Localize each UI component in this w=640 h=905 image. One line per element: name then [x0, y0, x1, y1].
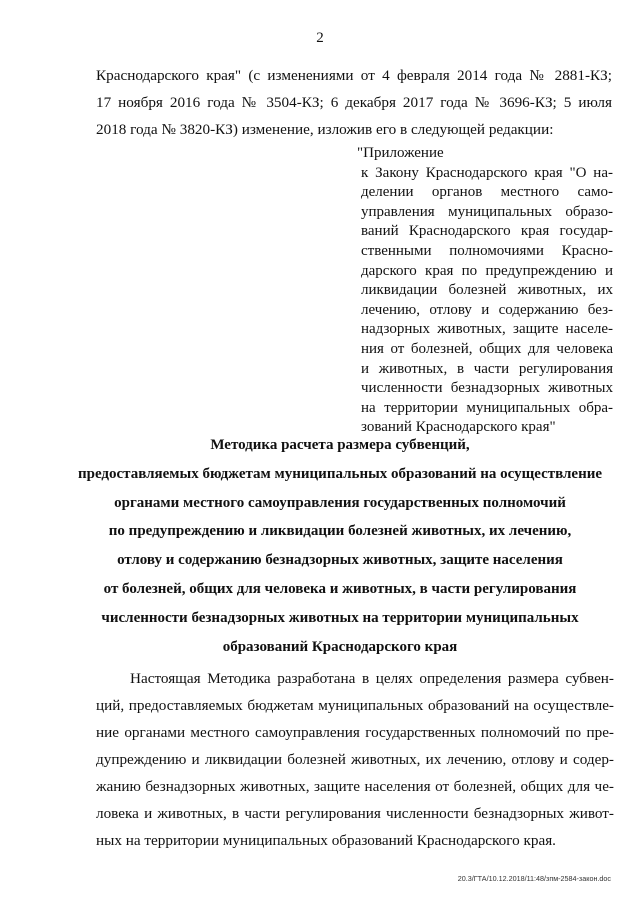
title-line: от болезней, общих для человека и животных, в части регулирования [103, 580, 577, 597]
intro-paragraph [96, 62, 612, 143]
annex-line: к Закону Краснодарского края "О на- [361, 164, 613, 181]
title-line: Методика расчета размера субвенций, [210, 437, 470, 453]
annex-line: дарского края по предупреждению и [361, 262, 613, 279]
annex-line: ликвидации болезней животных, их [361, 282, 613, 299]
annex-line: "Приложение [357, 145, 444, 161]
body-line: ных на территории муниципальных образований Краснодарского края. [96, 832, 556, 849]
annex-line: делении органов местного само- [361, 184, 613, 201]
annex-line: и животных, в части регулирования [361, 360, 613, 377]
annex-line: надзорных животных, защите населе- [361, 321, 613, 338]
annex-line: численности безнадзорных животных [361, 380, 613, 397]
intro-line: Краснодарского края" (с изменениями от 4 февраля 2014 года № 2881-КЗ; [96, 67, 612, 84]
body-line: ций, предоставляемых бюджетам муниципальных образований на осуществле- [96, 697, 614, 714]
intro-line: 17 ноября 2016 года № 3504-КЗ; 6 декабря 2017 года № 3696-КЗ; 5 июля [96, 94, 612, 111]
annex-line: на территории муниципальных обра- [361, 399, 613, 416]
title-line: отлову и содержанию безнадзорных животных, защите населения [117, 552, 563, 569]
annex-reference-block [357, 144, 613, 438]
annex-line: ственными полномочиями Красно- [361, 242, 613, 259]
methodology-title [60, 431, 620, 661]
annex-line: ваний Краснодарского края государ- [361, 223, 613, 240]
body-line: Настоящая Методика разработана в целях определения размера субвен- [130, 670, 614, 687]
annex-line: зований Краснодарского края" [361, 419, 556, 436]
title-line: органами местного самоуправления государственных полномочий [114, 494, 566, 511]
body-line: ние органами местного самоуправления государственных полномочий по пре- [96, 724, 614, 741]
title-line: образований Краснодарского края [222, 638, 458, 655]
annex-line: лечению, отлову и содержанию без- [361, 301, 613, 318]
title-line: предоставляемых бюджетам муниципальных образований на осуществление [77, 465, 603, 482]
page-number: 2 [316, 30, 324, 46]
body-line: ловека и животных, в части регулирования численности безнадзорных живот- [96, 805, 614, 822]
title-line: численности безнадзорных животных на территории муниципальных [101, 609, 579, 626]
title-line: по предупреждению и ликвидации болезней животных, их лечению, [108, 523, 572, 540]
annex-line: управления муниципальных образо- [361, 203, 613, 220]
document-footer-id: 20.3/ГТА/10.12.2018/11:48/зпм-2584-закон.doc [457, 874, 611, 883]
body-line: дупреждению и ликвидации болезней животных, их лечению, отлову и содер- [96, 751, 614, 768]
intro-line: 2018 года № 3820-КЗ) изменение, изложив его в следующей редакции: [96, 121, 554, 138]
annex-line: ния от болезней, общих для человека [361, 340, 613, 357]
body-line: жанию безнадзорных животных, защите населения от болезней, общих для че- [96, 778, 614, 795]
body-paragraph [96, 665, 614, 854]
